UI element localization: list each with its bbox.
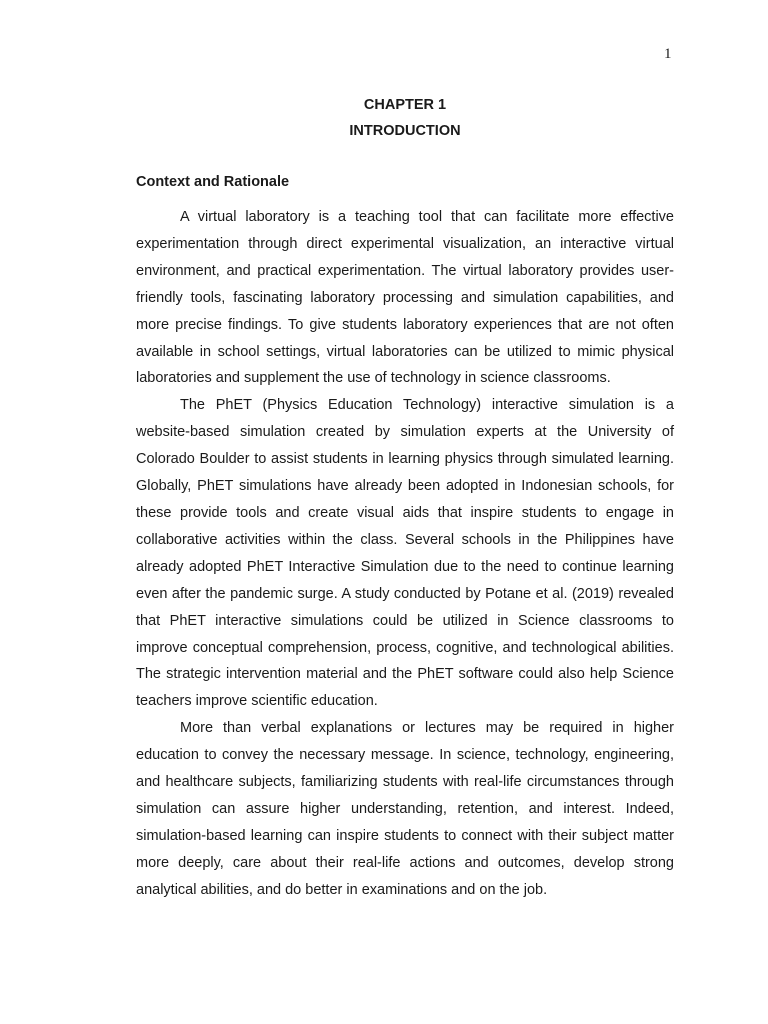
paragraph-phet-simulation: The PhET (Physics Education Technology) interactive simulation is a website-based simulation created by simulation experts at the University of Colorado Boulder to assist students in learning physics through simulated learning. Globally, PhET simulations have already been adopted in Indonesian schools, for these provide tools and create visual aids that inspire students to engage in collaborative activities within the class. Several schools in the Philippines have already adopted PhET Interactive Simulation due to the need to continue learning even after the pandemic surge. A study conducted by Potane et al. (2019) revealed that PhET interactive simulations could be utilized in Science classrooms to improve conceptual comprehension, process, cognitive, and technological abilities. The strategic intervention material and the PhET software could also help Science teachers improve scientific education. <box>136 397 674 710</box>
chapter-number: CHAPTER 1 <box>363 97 447 113</box>
body-text <box>136 204 674 904</box>
paragraph-virtual-laboratory: A virtual laboratory is a teaching tool that can facilitate more effective experimentation through direct experimental visualization, an interactive virtual environment, and practical experimentation. The virtual laboratory provides user-friendly tools, fascinating laboratory processing and simulation capabilities, and more precise findings. To give students laboratory experiences that are not often available in school settings, virtual laboratories can be utilized to mimic physical laboratories and supplement the use of technology in science classrooms. <box>136 209 674 387</box>
page-number: 1 <box>664 46 672 62</box>
chapter-heading <box>0 92 768 144</box>
paragraph-simulation-learning: More than verbal explanations or lectures may be required in higher education to convey the necessary message. In science, technology, engineering, and healthcare subjects, familiarizing students with real-life circumstances through simulation can assure higher understanding, retention, and interest. Indeed, simulation-based learning can inspire students to connect with their subject matter more deeply, care about their real-life actions and outcomes, develop strong analytical abilities, and do better in examinations and on the job. <box>136 720 674 898</box>
section-title: Context and Rationale <box>136 174 290 190</box>
chapter-title: INTRODUCTION <box>349 123 461 139</box>
